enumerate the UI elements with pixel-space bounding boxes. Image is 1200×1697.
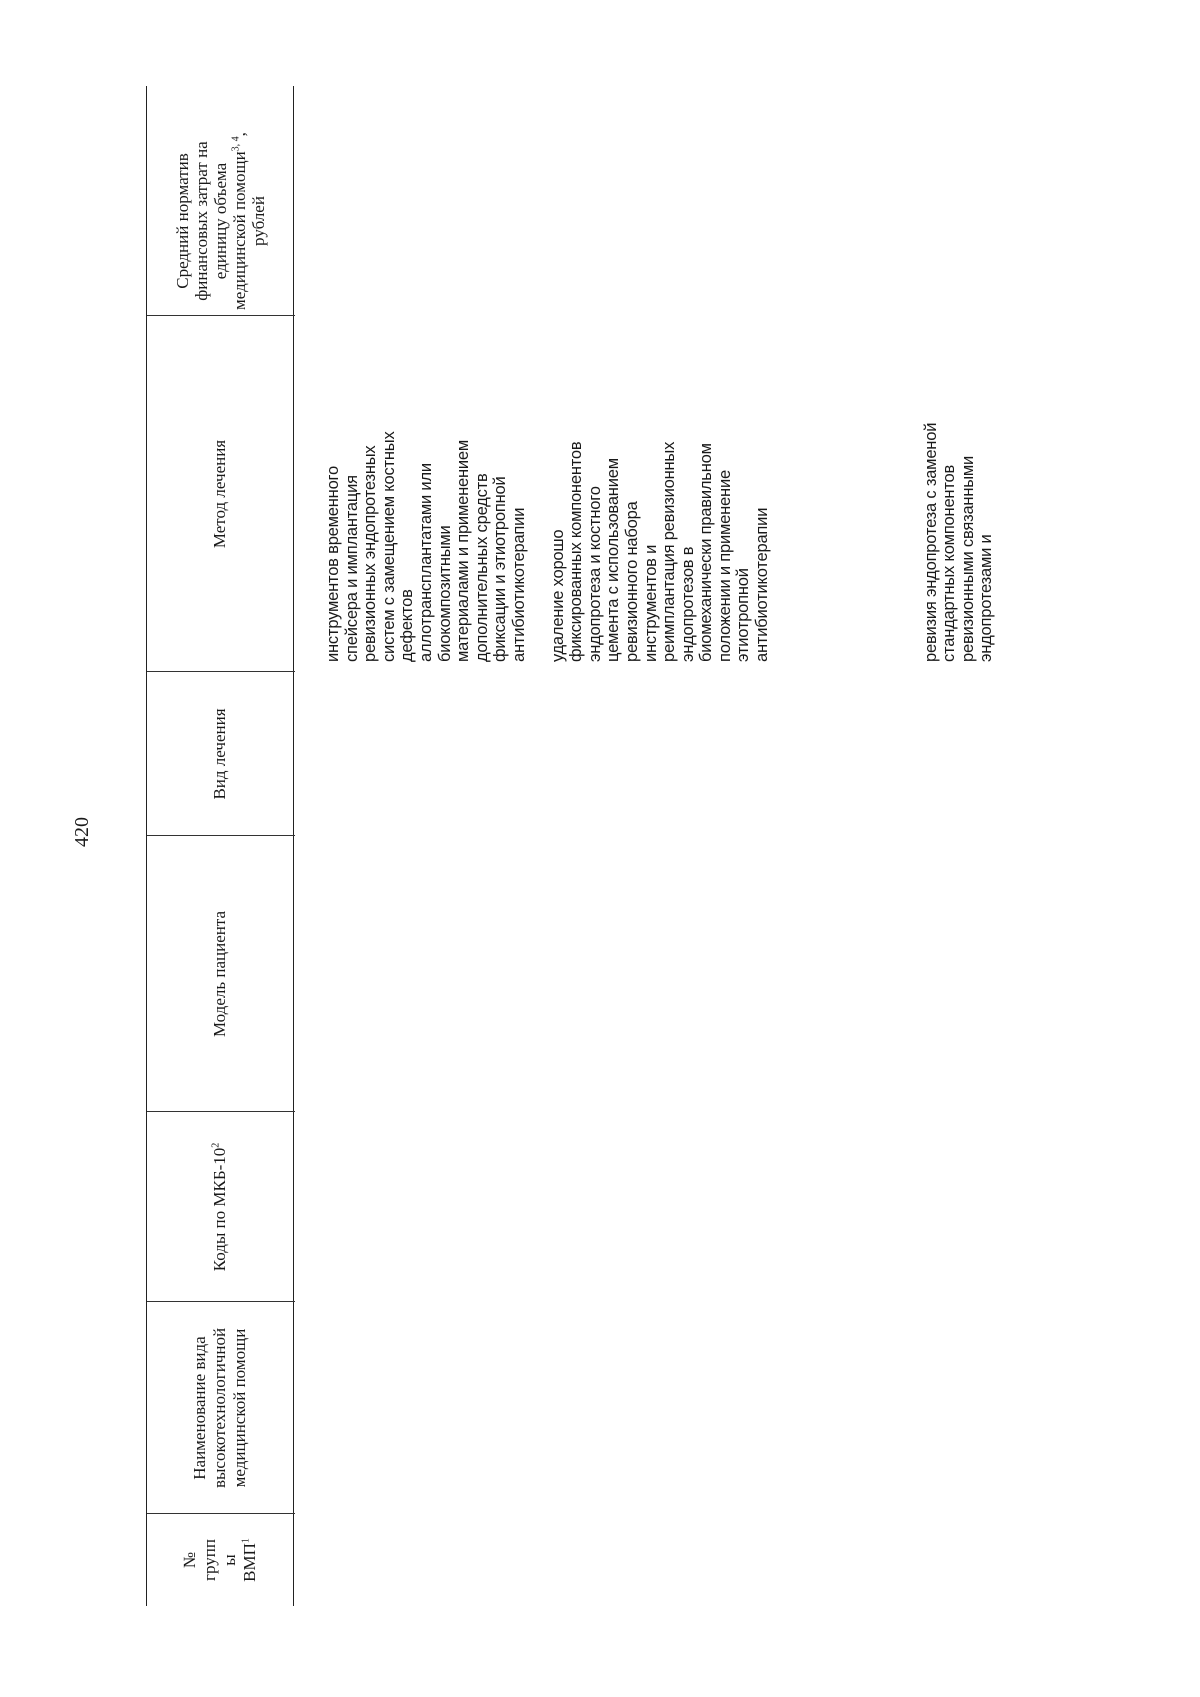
header-group-number-sup: 1 — [240, 1538, 252, 1544]
header-vmp-name-text: Наименование вида высокотехнологичной медицинской помощи — [190, 1327, 249, 1489]
header-group-number — [147, 1514, 293, 1606]
method-paragraph: ревизия эндопротеза с заменой стандартных компонентов ревизионными связанными эндопротезами и — [921, 422, 996, 662]
header-treatment-type — [147, 672, 293, 836]
header-average-cost-unit: , рублей — [229, 132, 268, 246]
header-treatment-method-text: Метод лечения — [210, 439, 229, 549]
method-paragraph: инструментов временного спейсера и имплантация ревизионных эндопротезных систем с замещением костных дефектов аллотрансплантатами или биокомпозитными материалами и применением дополнительных средств фиксации и этиотропной антибиотикотерапии — [324, 431, 528, 662]
header-group-number-text: № групп ы ВМП — [180, 1539, 259, 1582]
header-vmp-name — [147, 1302, 293, 1514]
header-average-cost-sup: 3, 4 — [229, 136, 241, 152]
header-treatment-type-text: Вид лечения — [210, 708, 229, 800]
header-patient-model-text: Модель пациента — [210, 910, 229, 1038]
header-average-cost-text: Средний норматив финансовых затрат на единицу объема медицинской помощи — [172, 141, 249, 310]
rotated-table-sheet — [146, 86, 1146, 1606]
method-paragraph: удаление хорошо фиксированных компонентов эндопротеза и костного цемента с использованием ревизионного набора инструментов и реимплантация ревизионных эндопротезов в биомеханически правильном положении и применение этиотропной антибиотикотерапии — [548, 441, 772, 662]
header-icd-codes — [147, 1112, 293, 1302]
header-patient-model — [147, 836, 293, 1112]
header-average-cost — [147, 126, 293, 316]
treatment-method-column — [324, 322, 1016, 662]
page-number: 420 — [71, 817, 93, 847]
table-header — [146, 86, 294, 1606]
header-icd-codes-text: Коды по МКБ-10 — [210, 1147, 229, 1272]
header-icd-codes-sup: 2 — [210, 1142, 222, 1148]
header-treatment-method — [147, 316, 293, 672]
